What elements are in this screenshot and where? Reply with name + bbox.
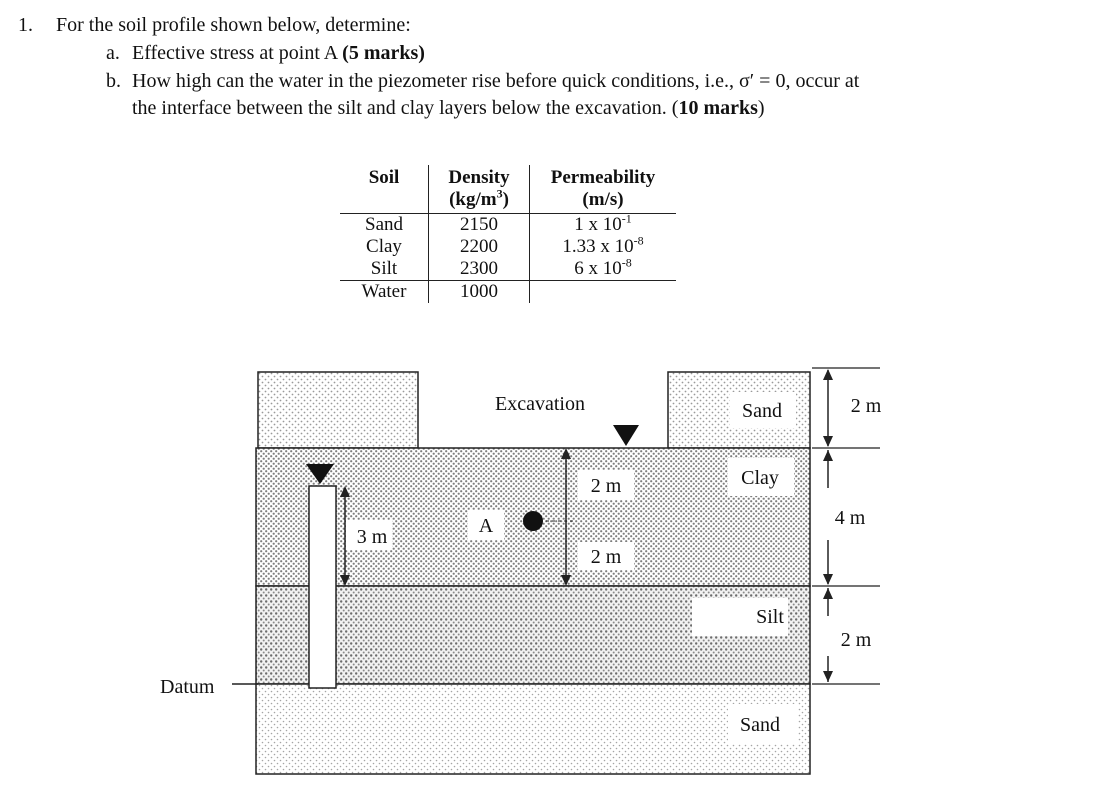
dim-label-upper: 2 m [590, 475, 622, 497]
cell-density: 2200 [429, 236, 530, 258]
part-b-body2: the interface between the silt and clay layers below the excavation. [132, 97, 672, 119]
perm-base: 1 x 10 [574, 214, 622, 235]
dim-label-lower: 2 m [590, 546, 622, 568]
point-a-label: A [478, 515, 494, 537]
cell-soil: Water [340, 281, 429, 304]
cell-soil: Silt [340, 258, 429, 281]
dim-label-right-clay: 4 m [834, 507, 866, 529]
header-permeability-label: Permeability [550, 167, 656, 188]
density-unit-close: ) [502, 189, 509, 210]
sand-bottom-layer [256, 684, 810, 774]
part-b-marks-close: ) [757, 97, 765, 119]
layer-label-silt: Silt [756, 606, 784, 628]
dim-label-piezometer: 3 m [356, 526, 388, 548]
part-b-text: How high can the water in the piezometer rise before quick conditions, i.e., σ′ = 0, occur at [132, 70, 860, 92]
dim-right-clay-arrow [823, 450, 833, 585]
question-number: 1. [18, 14, 33, 36]
perm-base: 1.33 x 10 [562, 236, 634, 257]
water-level-triangle-excavation [613, 425, 639, 446]
header-density-label: Density [448, 167, 510, 188]
layer-label-clay: Clay [741, 467, 779, 489]
cell-soil: Clay [340, 236, 429, 258]
perm-exp: -1 [621, 211, 632, 226]
sand-top-left-block [258, 372, 418, 448]
perm-exp: -8 [633, 233, 644, 248]
header-permeability-unit: (m/s) [582, 189, 624, 210]
layer-label-sand-top: Sand [742, 400, 782, 422]
part-b-marks: 10 marks [678, 97, 758, 119]
part-a-marks: (5 marks) [342, 42, 425, 64]
dim-right-sand-arrow [823, 369, 833, 447]
cell-density: 2300 [429, 258, 530, 281]
layer-label-sand-bottom: Sand [740, 714, 780, 736]
dim-label-right-sand: 2 m [850, 395, 882, 417]
part-a-letter: a. [106, 42, 120, 64]
part-a-body: Effective stress at point A [132, 42, 343, 64]
cell-density: 1000 [429, 281, 530, 304]
datum-label: Datum [160, 676, 215, 698]
perm-base: 6 x 10 [574, 258, 622, 279]
header-soil: Soil [340, 165, 429, 214]
density-unit-base: (kg/m [449, 189, 497, 210]
question-intro: For the soil profile shown below, determine: [56, 14, 411, 36]
part-b-letter: b. [106, 70, 121, 92]
cell-soil: Sand [340, 214, 429, 237]
perm-exp: -8 [621, 255, 632, 270]
density-unit-sup: 3 [496, 186, 503, 201]
part-b-marks-open: ( [671, 97, 679, 119]
cell-density: 2150 [429, 214, 530, 237]
piezometer-tube [309, 486, 336, 688]
dim-label-right-silt: 2 m [840, 629, 872, 651]
point-a-marker [523, 511, 543, 531]
dim-right-silt-arrow [823, 588, 833, 682]
excavation-label: Excavation [495, 393, 585, 415]
